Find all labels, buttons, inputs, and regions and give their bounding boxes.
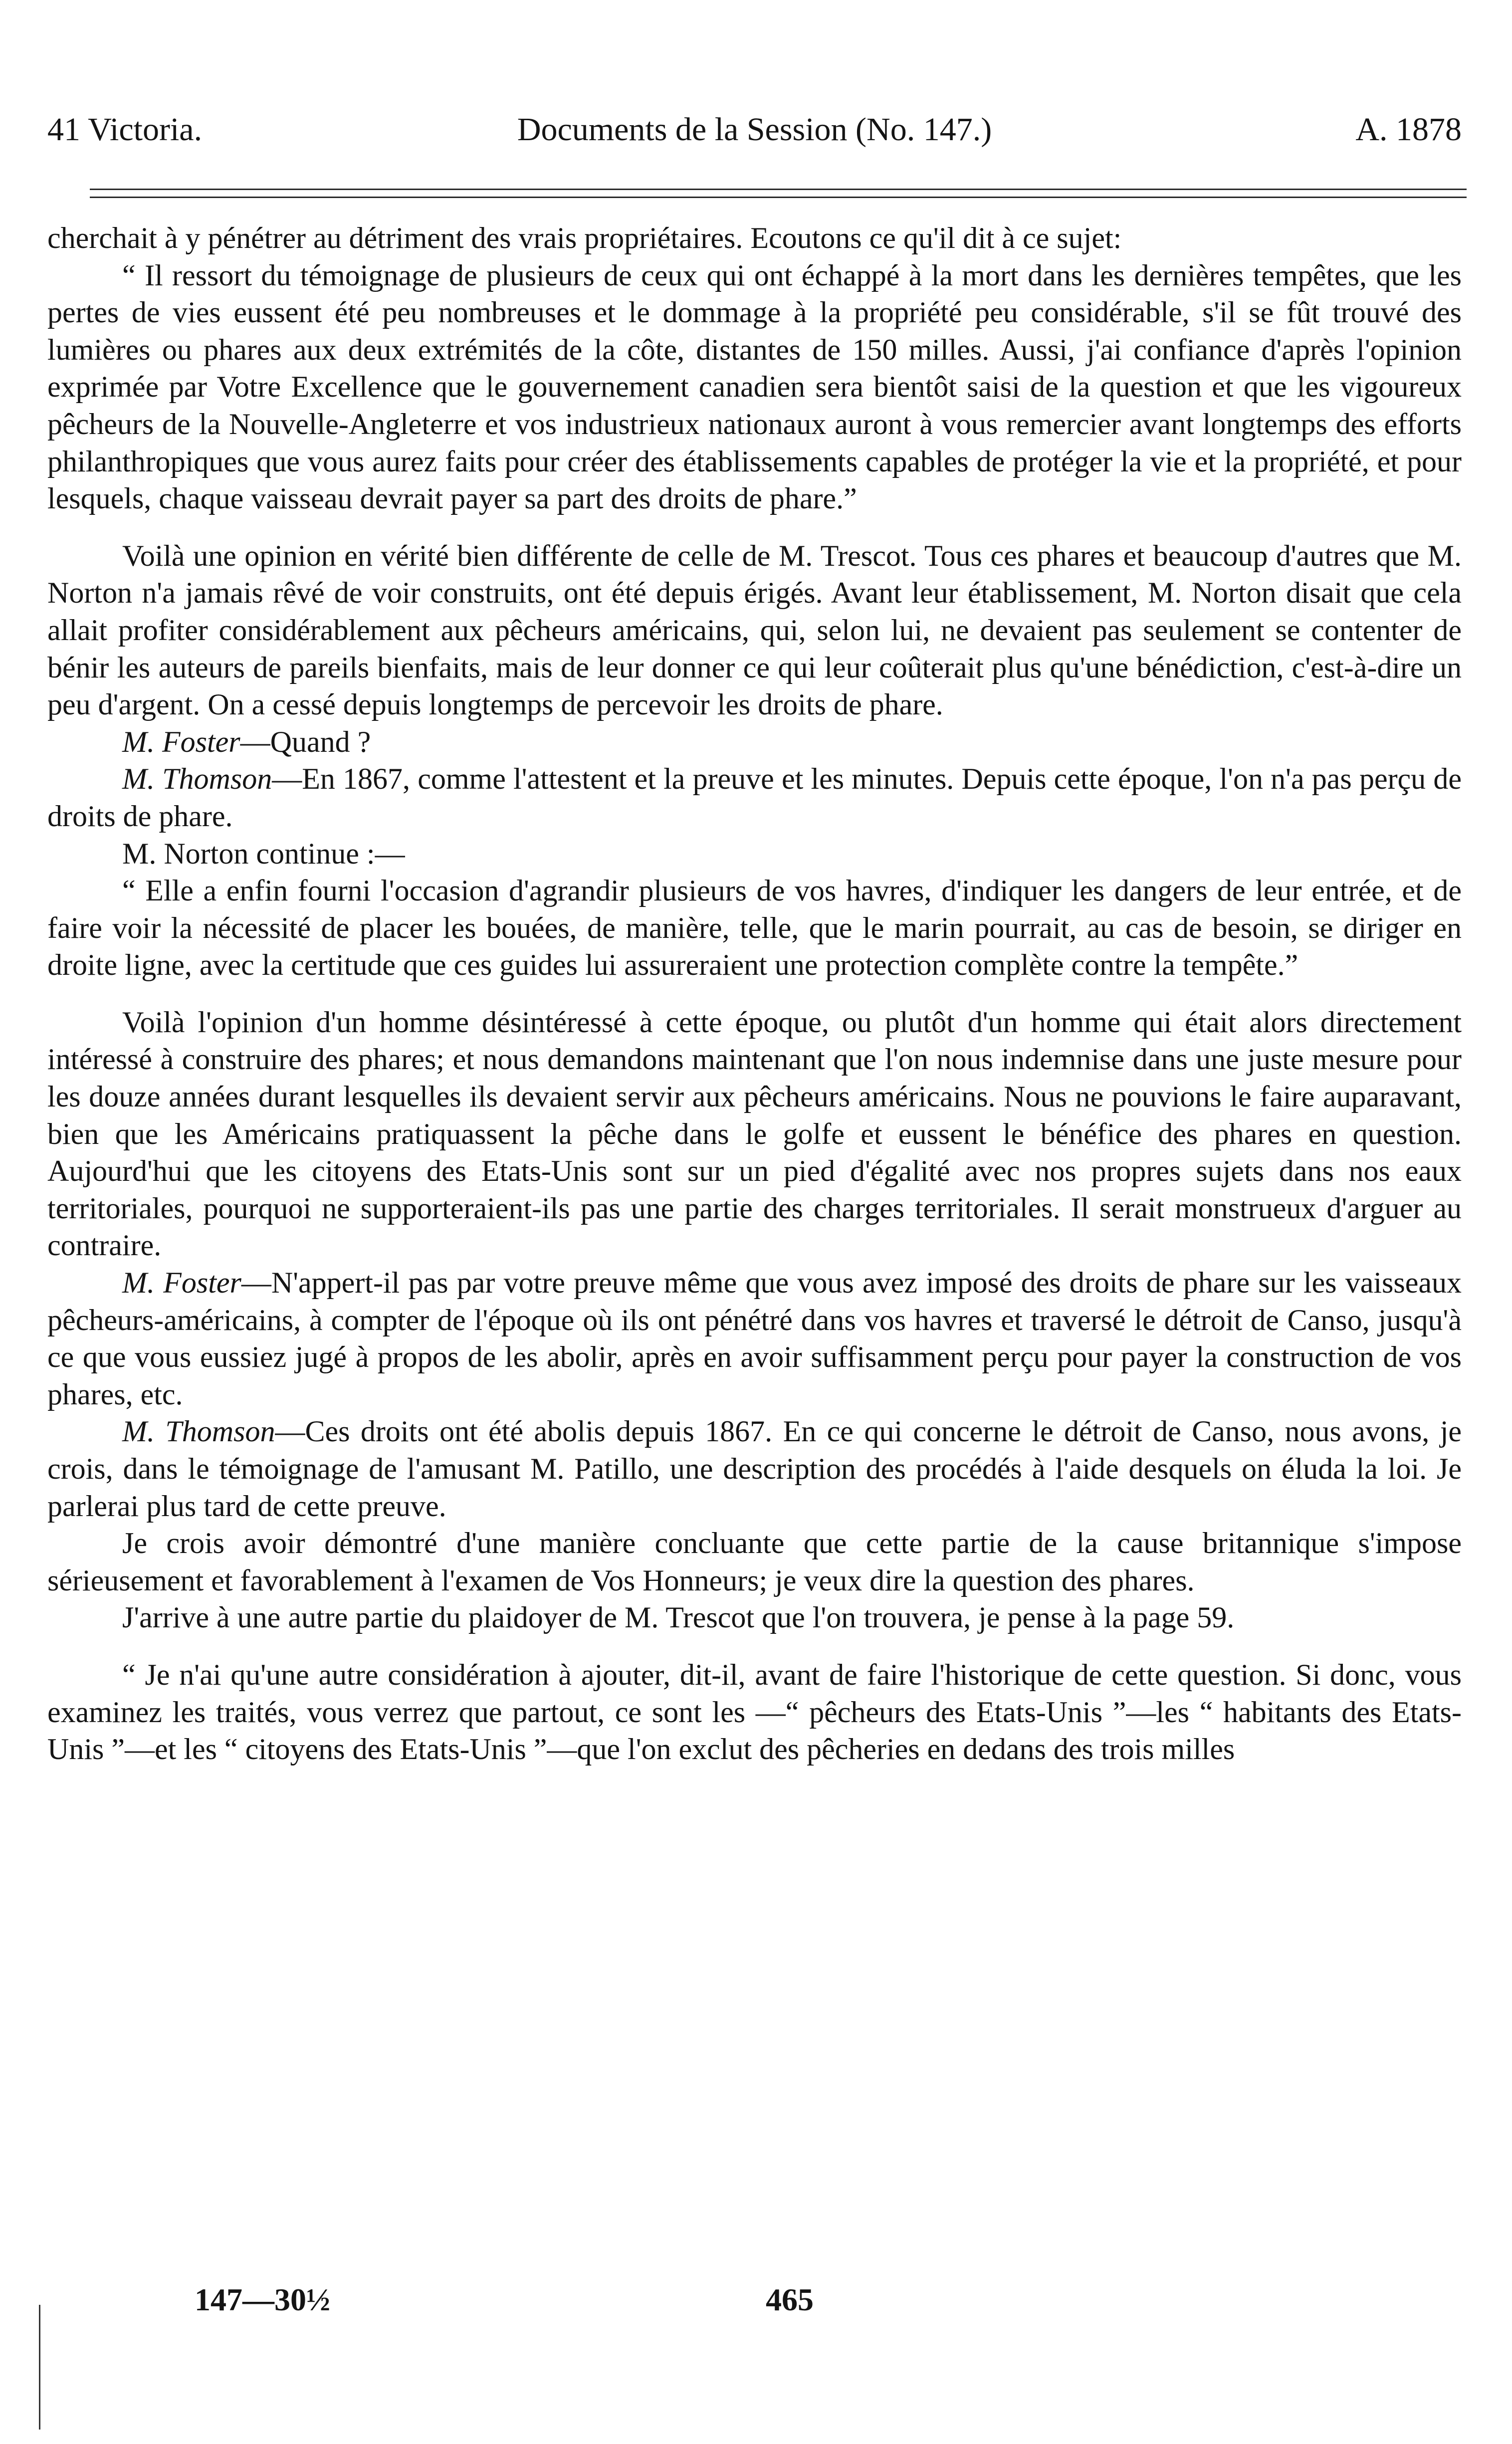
signature-mark: 147—30½	[195, 2282, 330, 2317]
dialogue-text: —En 1867, comme l'attestent et la preuve et les minutes. Depuis cette époque, l'on n'a pas perçu de droits de phare.	[47, 762, 1462, 833]
quotation-paragraph	[47, 872, 1462, 984]
paragraph-text: Voilà l'opinion d'un homme désintéressé à cette époque, ou plutôt d'un homme qui était alors directement intéressé à construire des phares; et nous demandons maintenant que l'on nous indemnise dans une juste mesure pour les douze années durant lesquelles ils devaient servir aux pêcheurs américains. Nous ne pouvions le faire auparavant, bien que les Américains pratiquassent la pêche dans le golfe et eussent le bénéfice des phares en question. Aujourd'hui que les citoyens des Etats-Unis sont sur un pied d'égalité avec nos propres sujets dans nos eaux territoriales, pourquoi ne supporteraient-ils pas une partie des charges territoriales. Il serait monstrueux d'arguer au contraire.	[47, 1005, 1462, 1262]
paragraph-text: “ Elle a enfin fourni l'occasion d'agrandir plusieurs de vos havres, d'indiquer les dangers de leur entrée, et de faire voir la nécessité de placer les bouées, de manière, telle, que le marin pourrait, au cas de besoin, se diriger en droite ligne, avec la certitude que ces guides lui assureraient une protection complète contre la tempête.”	[47, 874, 1462, 982]
dialogue-line	[47, 1413, 1462, 1525]
paragraph-text: Voilà une opinion en vérité bien différente de celle de M. Trescot. Tous ces phares et beaucoup d'autres que M. Norton n'a jamais rêvé de voir construits, ont été depuis érigés. Avant leur établissement, M. Norton disait que cela allait profiter considérablement aux pêcheurs américains, qui, selon lui, ne devaient pas seulement se contenter de bénir les auteurs de pareils bienfaits, mais de leur donner ce qui leur coûterait plus qu'une bénédiction, c'est-à-dire un peu d'argent. On a cessé depuis longtemps de percevoir les droits de phare.	[47, 539, 1462, 721]
paragraph	[47, 1004, 1462, 1264]
header-rule-top	[90, 189, 1467, 190]
paragraph	[47, 835, 1462, 873]
quotation-paragraph	[47, 257, 1462, 517]
dialogue-line	[47, 760, 1462, 835]
body-text	[47, 220, 1462, 1768]
dialogue-text: —N'appert-il pas par votre preuve même que vous avez imposé des droits de phare sur les vaisseaux pêcheurs-américains, à compter de l'époque où ils ont pénétré dans vos havres et traversé le détroit de Canso, jusqu'à ce que vous eussiez jugé à propos de les abolir, après en avoir suffisamment perçu pour payer la construction de vos phares, etc.	[47, 1266, 1462, 1411]
speaker-name: M. Thomson	[122, 762, 272, 796]
paragraph	[47, 1599, 1462, 1636]
paragraph-text: M. Norton continue :—	[122, 837, 405, 870]
page-number: 465	[766, 2282, 814, 2317]
page-footer	[195, 2277, 893, 2322]
header-document-title: Documents de la Session (No. 147.)	[517, 111, 992, 148]
header-session-label: 41 Victoria.	[47, 111, 203, 148]
margin-line	[39, 2305, 40, 2430]
paragraph	[47, 1525, 1462, 1599]
header-year-label: A. 1878	[1355, 111, 1462, 148]
speaker-name: M. Foster	[122, 725, 240, 758]
quotation-paragraph	[47, 1656, 1462, 1768]
speaker-name: M. Thomson	[122, 1415, 275, 1448]
paragraph-continuation	[47, 220, 1462, 257]
paragraph-text: Je crois avoir démontré d'une manière concluante que cette partie de la cause britannique s'impose sérieusement et favorablement à l'examen de Vos Honneurs; je veux dire la question des phares.	[47, 1527, 1462, 1597]
dialogue-text: —Ces droits ont été abolis depuis 1867. En ce qui concerne le détroit de Canso, nous avons, je crois, dans le témoignage de l'amusant M. Patillo, une description des procédés à l'aide desquels on éluda la loi. Je parlerai plus tard de cette preuve.	[47, 1415, 1462, 1523]
header-rule-bottom	[90, 197, 1467, 198]
speaker-name: M. Foster	[122, 1266, 241, 1300]
paragraph	[47, 537, 1462, 723]
paragraph-text: “ Il ressort du témoignage de plusieurs de ceux qui ont échappé à la mort dans les dernières tempêtes, que les pertes de vies eussent été peu nombreuses et le dommage à la propriété peu considérable, s'il se fût trouvé des lumières ou phares aux deux extrémités de la côte, distantes de 150 milles. Aussi, j'ai confiance d'après l'opinion exprimée par Votre Excellence que le gouvernement canadien sera bientôt saisi de la question et que les vigoureux pêcheurs de la Nouvelle-Angleterre et vos industrieux nationaux auront à vous remercier avant longtemps des efforts philanthropiques que vous aurez faits pour créer des établissements capables de protéger la vie et la propriété, et pour lesquels, chaque vaisseau devrait payer sa part des droits de phare.”	[47, 258, 1462, 515]
dialogue-line	[47, 723, 1462, 761]
dialogue-text: —Quand ?	[240, 725, 371, 758]
paragraph-text: J'arrive à une autre partie du plaidoyer de M. Trescot que l'on trouvera, je pense à la page 59.	[122, 1601, 1235, 1634]
paragraph-text: cherchait à y pénétrer au détriment des vrais propriétaires. Ecoutons ce qu'il dit à ce sujet:	[47, 222, 1122, 254]
running-header	[47, 102, 1462, 157]
dialogue-line	[47, 1264, 1462, 1413]
paragraph-text: “ Je n'ai qu'une autre considération à ajouter, dit-il, avant de faire l'historique de cette question. Si donc, vous examinez les traités, vous verrez que partout, ce sont les —“ pêcheurs des Etats-Unis ”—les “ habitants des Etats-Unis ”—et les “ citoyens des Etats-Unis ”—que l'on exclut des pêcheries en dedans des trois milles	[47, 1658, 1462, 1766]
